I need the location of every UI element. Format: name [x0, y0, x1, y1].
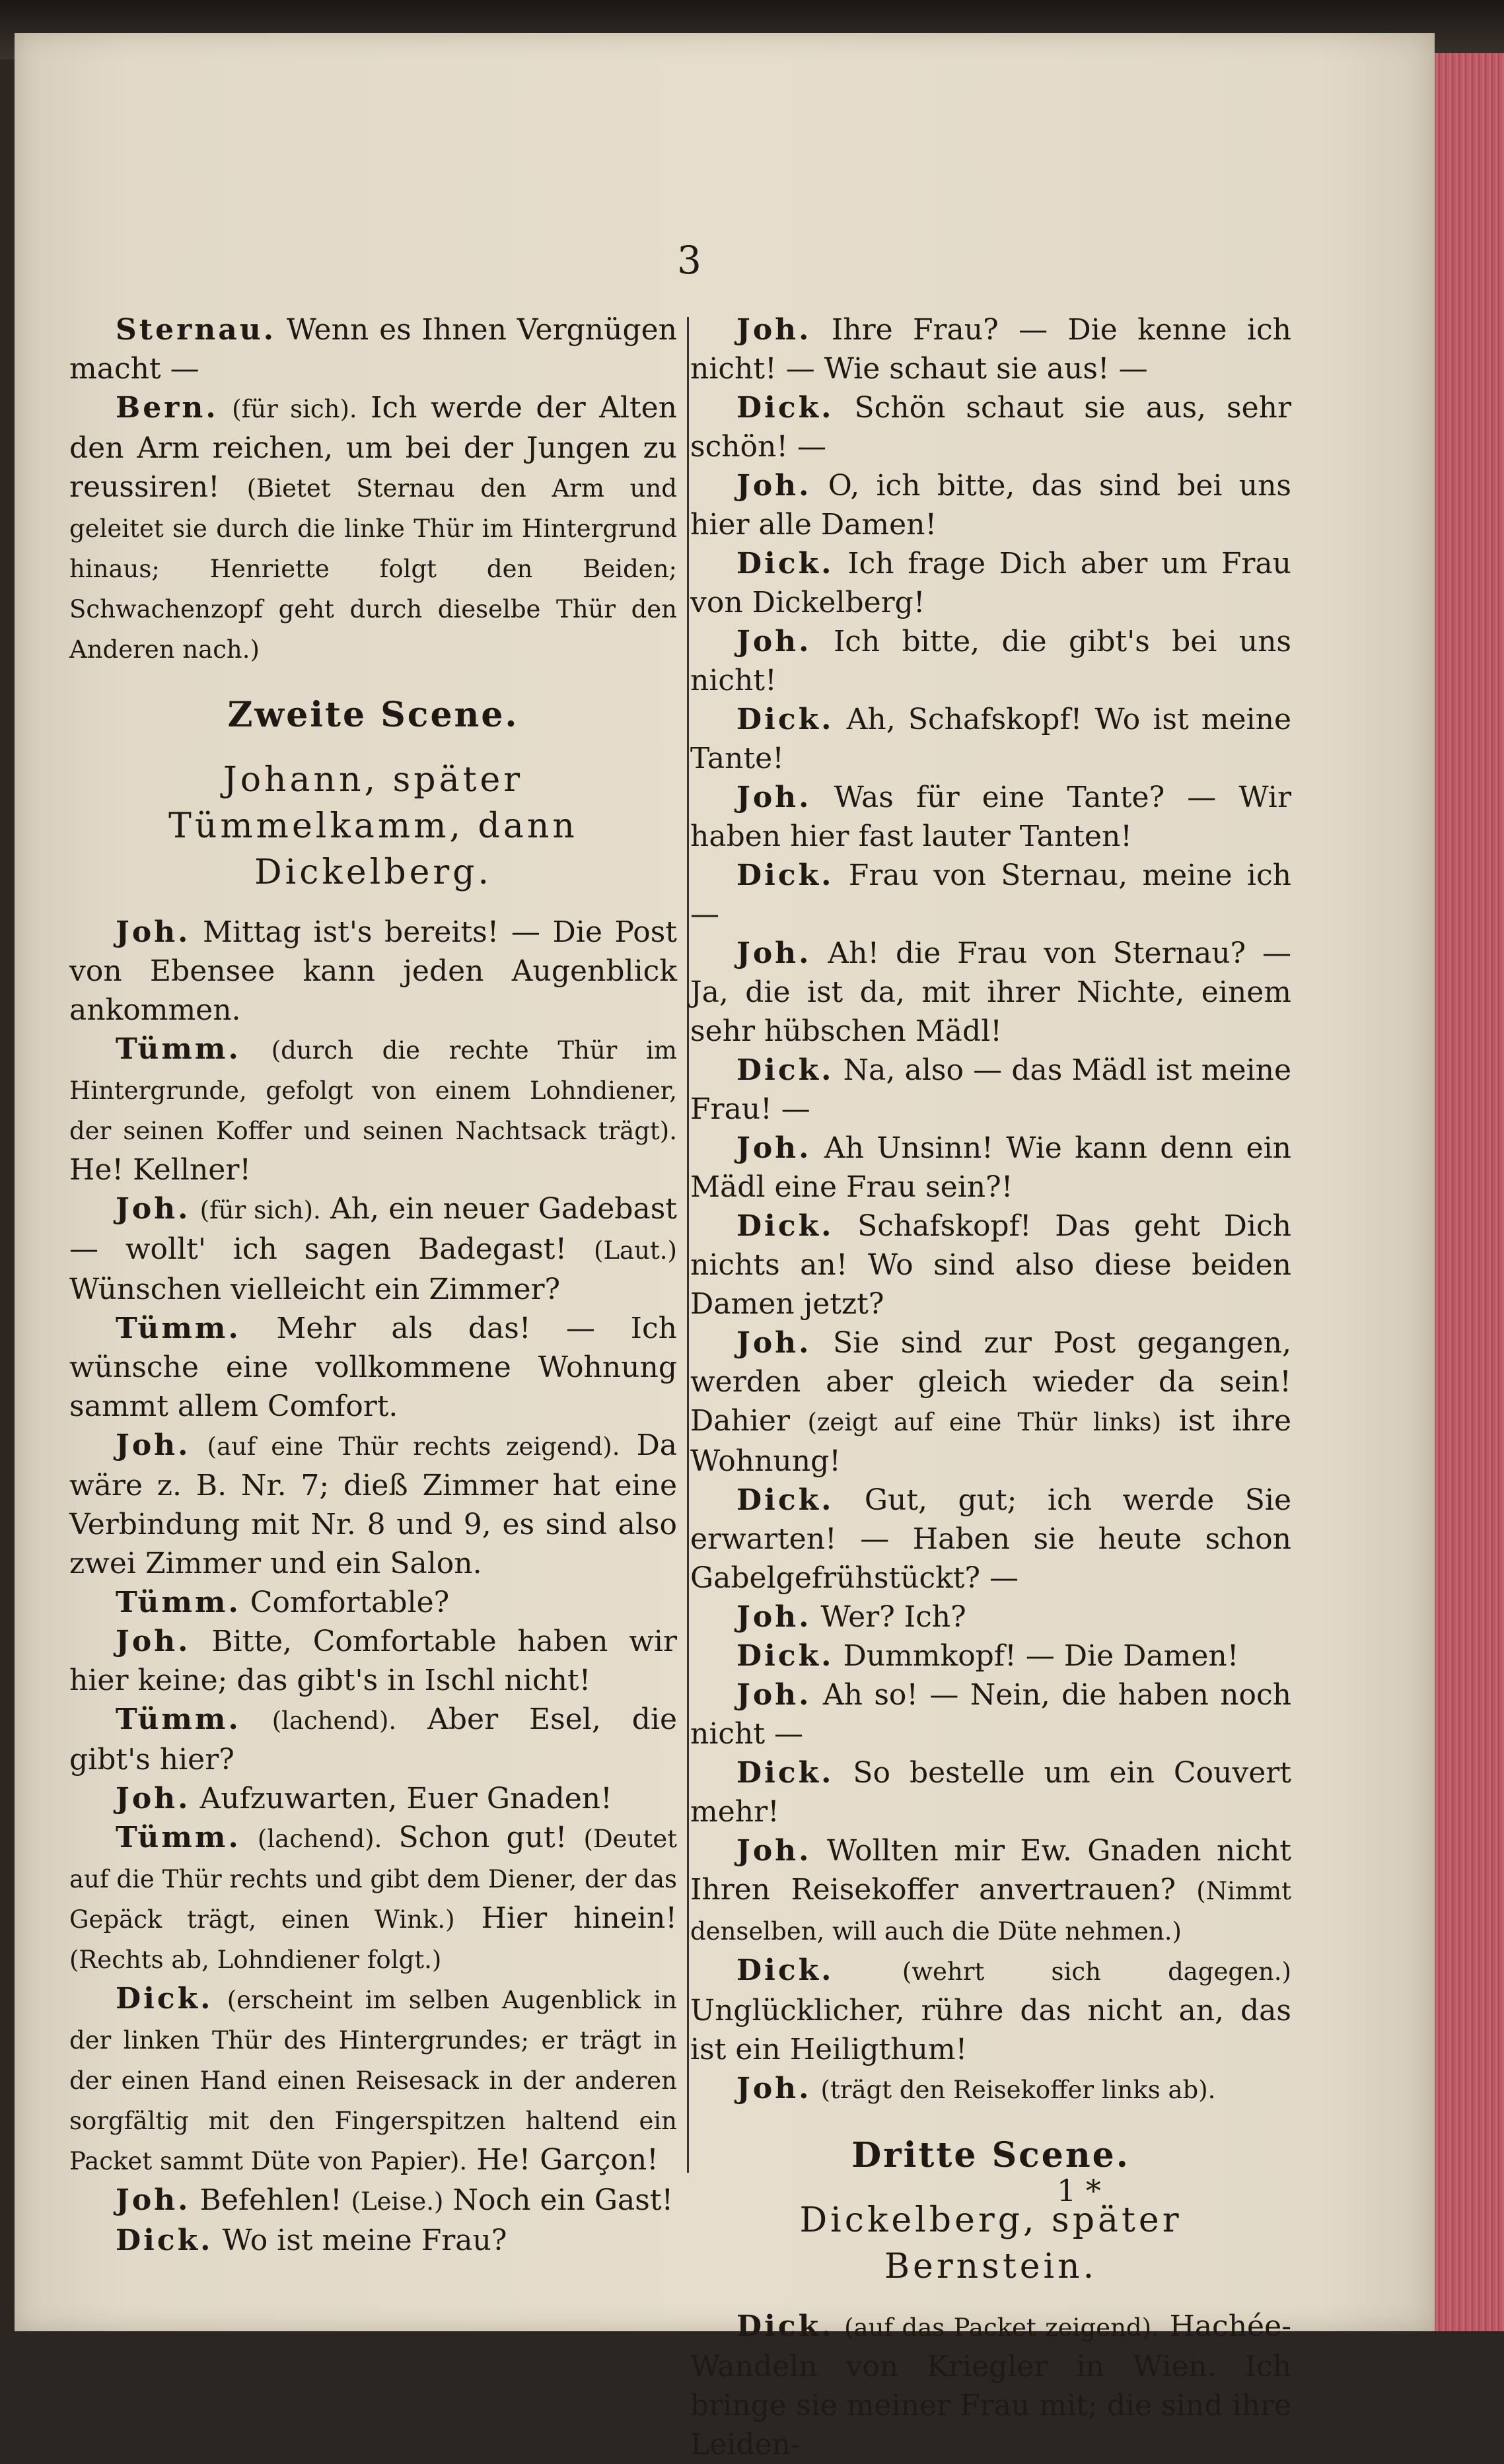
stage-direction: (Bietet Sternau den Arm und geleitet sie durch die linke Thür im Hintergrund hinaus; Henriette folgt den Beiden; Schwachenzopf geht durch dieselbe Thür den Anderen nach.) [69, 474, 677, 664]
speech-text: O, ich bitte, das sind bei uns hier alle Damen! [690, 469, 1291, 542]
speaker-name: Joh. [116, 915, 191, 949]
stage-direction: (Laut.) [594, 1236, 677, 1265]
dialogue-line [69, 1030, 677, 1189]
speaker-name: Bern. [116, 391, 219, 425]
speaker-name: Joh. [736, 1678, 812, 1712]
speech-text: Ihre Frau? — Die kenne ich nicht! — Wie schaut sie aus! — [690, 313, 1291, 386]
dialogue-line [690, 778, 1291, 856]
stage-direction: (lachend). [271, 1707, 397, 1735]
speaker-name: Dick. [736, 391, 834, 425]
dialogue-line [69, 1979, 677, 2181]
dialogue-line [69, 1309, 677, 1426]
dialogue-line [690, 1753, 1291, 1831]
dialogue-line [690, 856, 1291, 934]
speaker-name: Joh. [116, 2183, 191, 2217]
column-rule [687, 317, 689, 2173]
speaker-name: Joh. [116, 1428, 191, 1462]
dialogue-line [690, 1831, 1291, 1951]
speaker-name: Joh. [116, 1625, 191, 1658]
speaker-name: Dick. [736, 1209, 834, 1243]
stage-direction: (für sich). [232, 395, 357, 423]
speech-text: Frau von Sternau, meine ich — [690, 859, 1291, 931]
dialogue-line [69, 1622, 677, 1700]
speaker-name: Joh. [736, 1600, 812, 1634]
speaker-name: Joh. [736, 469, 812, 503]
speaker-name: Joh. [736, 313, 812, 347]
dialogue-line [69, 1189, 677, 1309]
dialogue-line [690, 2069, 1291, 2109]
speaker-name: Dick. [736, 1954, 834, 1987]
speech-text: Ah, ein neuer Gadebast — wollt' ich sagen Badegast! [69, 1192, 677, 1266]
page-edges [1435, 53, 1504, 2331]
speaker-name: Joh. [116, 1782, 191, 1815]
speech-text: Ich werde der Alten den Arm reichen, um bei der Jungen zu reussiren! [69, 391, 677, 504]
speaker-name: Joh. [736, 625, 812, 658]
speaker-name: Joh. [736, 936, 812, 970]
speech-text: Ah so! — Nein, die haben noch nicht — [690, 1678, 1291, 1751]
speech-text: Wo ist meine Frau? [222, 2224, 507, 2257]
speech-text: Wenn es Ihnen Vergnügen macht — [69, 313, 677, 386]
speaker-name: Joh. [736, 1326, 812, 1360]
dialogue-line [690, 466, 1291, 544]
speaker-name: Dick. [736, 703, 834, 736]
dialogue-line [690, 622, 1291, 700]
dialogue-line [690, 2307, 1291, 2464]
speech-text: Dummkopf! — Die Damen! [843, 1639, 1239, 1673]
speaker-name: Joh. [736, 1131, 812, 1165]
speaker-name: Dick. [736, 1053, 834, 1087]
speech-text: Na, also — das Mädl ist meine Frau! — [690, 1053, 1291, 1126]
speaker-name: Dick. [736, 1756, 834, 1790]
speaker-name: Dick. [736, 547, 834, 581]
speech-text: Was für eine Tante? — Wir haben hier fast lauter Tanten! [690, 781, 1291, 853]
speech-text: Ich bitte, die gibt's bei uns nicht! [690, 625, 1291, 697]
dialogue-line [690, 934, 1291, 1051]
stage-direction: (Nimmt denselben, will auch die Düte nehmen.) [690, 1877, 1291, 1946]
speech-text: Gut, gut; ich werde Sie erwarten! — Haben sie heute schon Gabelgefrühstückt? — [690, 1483, 1291, 1595]
dialogue-line [690, 1051, 1291, 1129]
speaker-name: Tümm. [116, 1032, 241, 1066]
dialogue-line [69, 2181, 677, 2221]
speech-text: Unglücklicher, rühre das nicht an, das ist ein Heiligthum! [690, 1994, 1291, 2066]
speech-text: Hachée-Wandeln von Kriegler in Wien. Ich bringe sie meiner Frau mit; die sind ihre Leiden- [690, 2309, 1291, 2461]
dialogue-line [690, 1951, 1291, 2069]
dialogue-line [690, 1481, 1291, 1598]
stage-direction: (erscheint im selben Augenblick in der linken Thür des Hintergrundes; er trägt in der einen Hand einen Reisesack in der anderen sorgfältig mit den Fingerspitzen haltend ein Packet sammt Düte von Papier). [69, 1986, 677, 2175]
dialogue-line [690, 1129, 1291, 1207]
dialogue-line [690, 388, 1291, 466]
stage-direction: (Leise.) [351, 2187, 444, 2216]
speech-text: He! Garçon! [476, 2143, 659, 2177]
dialogue-line [69, 2221, 677, 2260]
dialogue-line [690, 1675, 1291, 1753]
stage-direction: (Deutet auf die Thür rechts und gibt dem Diener, der das Gepäck trägt, einen Wink.) [69, 1825, 677, 1934]
dialogue-line [69, 388, 677, 669]
speech-text: Mittag ist's bereits! — Die Post von Ebensee kann jeden Augenblick ankommen. [69, 915, 677, 1027]
stage-direction: (für sich). [199, 1196, 321, 1224]
stage-direction: (auf das Packet zeigend). [844, 2313, 1159, 2342]
speech-text: Ah Unsinn! Wie kann denn ein Mädl eine Frau sein?! [690, 1131, 1291, 1204]
dialogue-line [690, 310, 1291, 388]
speaker-name: Joh. [736, 781, 812, 814]
right-column [690, 310, 1291, 2464]
speaker-name: Dick. [736, 859, 834, 892]
dialogue-line [690, 1207, 1291, 1323]
cast-list: Dickelberg, später Bernstein. [799, 2200, 1182, 2286]
speaker-name: Tümm. [116, 1312, 241, 1345]
speech-text: Wollten mir Ew. Gnaden nicht Ihren Reisekoffer anvertrauen? [690, 1834, 1291, 1907]
speaker-name: Joh. [736, 2072, 812, 2105]
speech-text: Noch ein Gast! [452, 2183, 674, 2217]
scene-heading: Zweite Scene. [227, 695, 519, 735]
dialogue-line [69, 310, 677, 388]
printer-signature: 1 * [1057, 2173, 1101, 2208]
stage-direction: (wehrt sich dagegen.) [902, 1957, 1291, 1986]
dialogue-line [69, 1818, 677, 1979]
speech-text: Aufzuwarten, Euer Gnaden! [199, 1782, 612, 1815]
speech-text: So bestelle um ein Couvert mehr! [690, 1756, 1291, 1829]
speaker-name: Tümm. [116, 1586, 241, 1619]
speaker-name: Dick. [736, 2309, 834, 2343]
speech-text: Ich frage Dich aber um Frau von Dickelberg! [690, 547, 1291, 619]
speaker-name: Joh. [116, 1192, 191, 1226]
dialogue-line [690, 700, 1291, 778]
stage-direction: (Rechts ab, Lohndiener folgt.) [69, 1946, 442, 1974]
speaker-name: Dick. [736, 1483, 834, 1517]
speech-text: Mehr als das! — Ich wünsche eine vollkommene Wohnung sammt allem Comfort. [69, 1312, 677, 1423]
speaker-name: Dick. [736, 1639, 834, 1673]
speech-text: Befehlen! [199, 2183, 342, 2217]
speech-text: Aber Esel, die gibt's hier? [69, 1703, 677, 1777]
stage-direction: (auf eine Thür rechts zeigend). [207, 1432, 620, 1461]
speaker-name: Dick. [116, 2224, 213, 2257]
speech-text: Wünschen vielleicht ein Zimmer? [69, 1273, 561, 1306]
speech-text: Comfortable? [250, 1586, 450, 1619]
speech-text: Bitte, Comfortable haben wir hier keine; das gibt's in Ischl nicht! [69, 1625, 677, 1697]
speech-text: Schafskopf! Das geht Dich nichts an! Wo sind also diese beiden Damen jetzt? [690, 1209, 1291, 1321]
dialogue-line [69, 1426, 677, 1583]
dialogue-line [69, 913, 677, 1030]
dialogue-line [690, 1637, 1291, 1675]
stage-direction: (lachend). [257, 1825, 382, 1853]
page-number: 3 [677, 238, 701, 283]
scene-heading: Dritte Scene. [851, 2135, 1130, 2175]
speech-text: Wer? Ich? [820, 1600, 966, 1634]
stage-direction: (trägt den Reisekoffer links ab). [820, 2076, 1216, 2104]
speech-text: Schön schaut sie aus, sehr schön! — [690, 391, 1291, 464]
speech-text: He! Kellner! [69, 1153, 252, 1187]
dialogue-line [69, 1779, 677, 1818]
dialogue-line [69, 1583, 677, 1622]
dialogue-line [690, 1598, 1291, 1637]
speech-text: Hier hinein! [481, 1901, 677, 1935]
stage-direction: (durch die rechte Thür im Hintergrunde, gefolgt von einem Lohndiener, der seinen Koffer und seinen Nachtsack trägt). [69, 1036, 677, 1145]
speaker-name: Tümm. [116, 1703, 241, 1736]
dialogue-line [690, 544, 1291, 622]
left-column [69, 310, 677, 2260]
speaker-name: Joh. [736, 1834, 812, 1868]
speech-text: Schon gut! [398, 1821, 567, 1854]
dialogue-line [690, 1323, 1291, 1481]
speech-text: Da wäre z. B. Nr. 7; dieß Zimmer hat eine Verbindung mit Nr. 8 und 9, es sind also zwei Zimmer und ein Salon. [69, 1428, 677, 1580]
speaker-name: Sternau. [116, 313, 277, 347]
speaker-name: Dick. [116, 1982, 213, 2016]
speech-text: Ah! die Frau von Sternau? — Ja, die ist da, mit ihrer Nichte, einem sehr hübschen Mädl! [690, 936, 1291, 1048]
cast-list: Johann, später Tümmelkamm, dann Dickelberg. [168, 760, 578, 892]
speech-text: ist ihre Wohnung! [690, 1404, 1291, 1478]
speaker-name: Tümm. [116, 1821, 241, 1854]
speech-text: Sie sind zur Post gegangen, werden aber gleich wieder da sein! Dahier [690, 1326, 1291, 1438]
dialogue-line [69, 1700, 677, 1779]
speech-text: Ah, Schafskopf! Wo ist meine Tante! [690, 703, 1291, 775]
stage-direction: (zeigt auf eine Thür links) [807, 1408, 1162, 1436]
